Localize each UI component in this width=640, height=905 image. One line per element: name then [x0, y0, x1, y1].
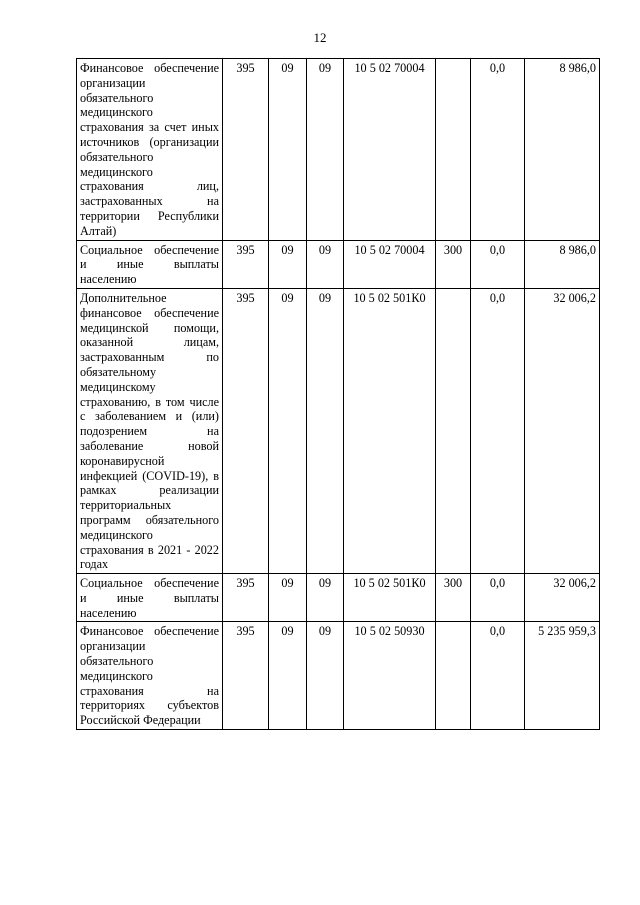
- table-row: [77, 574, 600, 622]
- row-name-cell: Социальное обеспечение и иные выплаты населению: [77, 240, 223, 288]
- expense-type-cell: [436, 59, 471, 241]
- row-name-cell: Дополнительное финансовое обеспечение медицинской помощи, оказанной лицам, застрахованным по обязательному медицинскому страхованию, в том числе с заболеванием и (или) подозрением на заболевание новой коронавирусной инфекцией (COVID-19), в рамках реализации территориальных программ обязательного медицинского страхования в 2021 - 2022 годах: [77, 288, 223, 573]
- subsection-cell: 09: [307, 574, 344, 622]
- table-row: [77, 240, 600, 288]
- amount-year1-cell: 0,0: [471, 622, 525, 730]
- section-cell: 09: [269, 59, 307, 241]
- table-row: [77, 288, 600, 573]
- amount-year2-cell: 32 006,2: [525, 574, 600, 622]
- row-name-cell: Социальное обеспечение и иные выплаты населению: [77, 574, 223, 622]
- grbs-cell: 395: [223, 574, 269, 622]
- section-cell: 09: [269, 288, 307, 573]
- amount-year1-cell: 0,0: [471, 574, 525, 622]
- grbs-cell: 395: [223, 288, 269, 573]
- amount-year2-cell: 5 235 959,3: [525, 622, 600, 730]
- subsection-cell: 09: [307, 240, 344, 288]
- subsection-cell: 09: [307, 59, 344, 241]
- grbs-cell: 395: [223, 59, 269, 241]
- target-article-cell: 10 5 02 70004: [344, 240, 436, 288]
- amount-year1-cell: 0,0: [471, 288, 525, 573]
- section-cell: 09: [269, 622, 307, 730]
- table-row: [77, 622, 600, 730]
- table-row: [77, 59, 600, 241]
- section-cell: 09: [269, 240, 307, 288]
- expense-type-cell: 300: [436, 240, 471, 288]
- target-article-cell: 10 5 02 70004: [344, 59, 436, 241]
- grbs-cell: 395: [223, 240, 269, 288]
- row-name-cell: Финансовое обеспечение организации обязательного медицинского страхования на территориях субъектов Российской Федерации: [77, 622, 223, 730]
- row-name-cell: Финансовое обеспечение организации обязательного медицинского страхования за счет иных источников (организации обязательного медицинского страхования лиц, застрахованных на территории Республики Алтай): [77, 59, 223, 241]
- amount-year2-cell: 8 986,0: [525, 59, 600, 241]
- target-article-cell: 10 5 02 501К0: [344, 574, 436, 622]
- page-number: 12: [313, 30, 327, 45]
- target-article-cell: 10 5 02 50930: [344, 622, 436, 730]
- expense-type-cell: [436, 622, 471, 730]
- budget-table: [76, 58, 600, 730]
- amount-year1-cell: 0,0: [471, 59, 525, 241]
- amount-year2-cell: 8 986,0: [525, 240, 600, 288]
- expense-type-cell: [436, 288, 471, 573]
- section-cell: 09: [269, 574, 307, 622]
- amount-year1-cell: 0,0: [471, 240, 525, 288]
- grbs-cell: 395: [223, 622, 269, 730]
- target-article-cell: 10 5 02 501К0: [344, 288, 436, 573]
- expense-type-cell: 300: [436, 574, 471, 622]
- amount-year2-cell: 32 006,2: [525, 288, 600, 573]
- subsection-cell: 09: [307, 622, 344, 730]
- subsection-cell: 09: [307, 288, 344, 573]
